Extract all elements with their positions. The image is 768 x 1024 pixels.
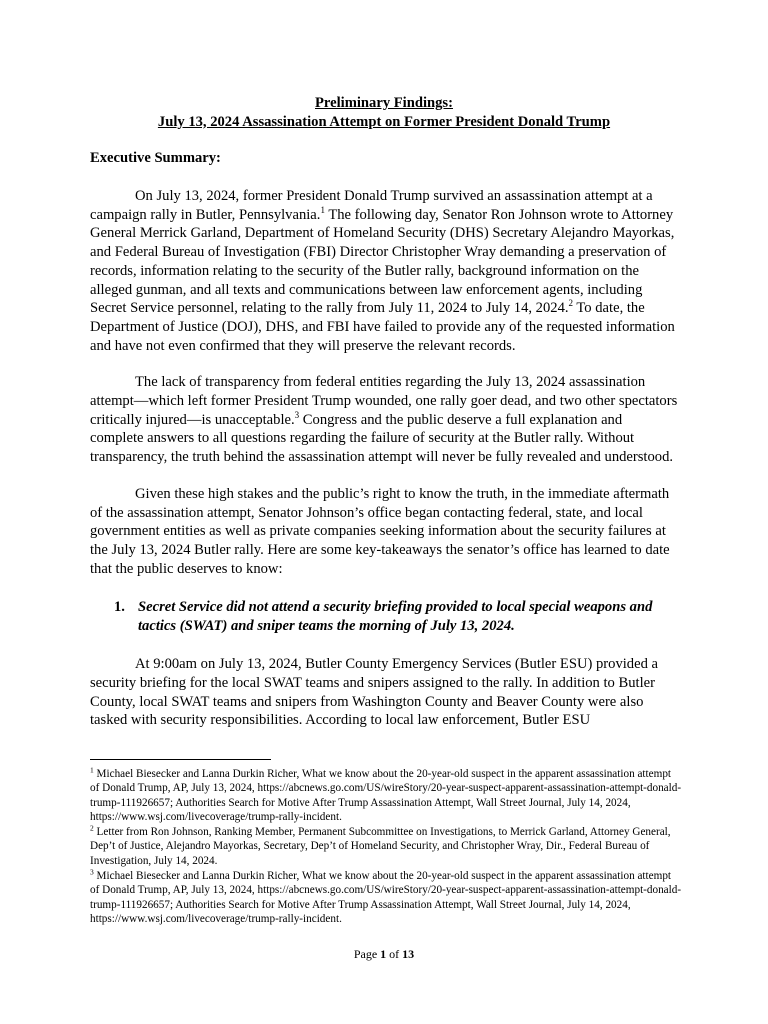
paragraph-2: The lack of transparency from federal entities regarding the July 13, 2024 assassination attempt—which left former President Trump wounded, one rally goer dead, and two other spectators critically injured—is unacceptable.$^3$ Congress and the public deserve a full explanation and complete answers to all questions regarding the failure of security at the Butler rally. Without transparency, the truth behind the assassination attempt will never be fully revealed and understood. xyxy=(90,374,678,466)
footnote-ref-2: 2 xyxy=(568,298,574,309)
list-number: 1. xyxy=(114,599,125,616)
footnote-ref-1: 1 xyxy=(320,204,325,215)
title-line-1: Preliminary Findings: xyxy=(315,95,453,111)
page-number: Page 1 of 13 xyxy=(353,947,415,961)
executive-summary-heading: Executive Summary: xyxy=(90,150,221,166)
document-body xyxy=(90,94,678,730)
footnote-2: $^2$ Letter from Ron Johnson, Ranking Member, Permanent Subcommittee on Investigations, to Merrick Garland, Attorney General, Dep’t of Justice, Alejandro Mayorkas, Secretary, Dep’t of Homeland Security, and Christopher Wray, Dir., Federal Bureau of Investigation, July 14, 2024. xyxy=(90,823,671,867)
current-page: 1 xyxy=(380,947,387,961)
total-pages: 13 xyxy=(402,947,415,961)
footnote-ref-3: 3 xyxy=(294,409,300,420)
paragraph-4: At 9:00am on July 13, 2024, Butler County Emergency Services (Butler ESU) provided a security briefing for the local SWAT teams and snipers assigned to the rally. In addition to Butler County, local SWAT teams and snipers from Washington County and Beaver County were also tasked with security responsibilities. According to local law enforcement, Butler ESU xyxy=(90,656,658,729)
key-takeaway-text: Secret Service did not attend a security briefing provided to local special weapons and tactics (SWAT) and sniper teams the morning of July 13, 2024. xyxy=(138,599,653,635)
footnote-1: $^1$ Michael Biesecker and Lanna Durkin Richer, What we know about the 20-year-old suspect in the apparent assassination attempt of Donald Trump, AP, July 13, 2024, https://abcnews.go.com/US/wireStory/20-year-suspect-apparent-assassination-attempt-donald-trump-111926657; Authorities Search for Motive After Trump Assassination Attempt, Wall Street Journal, July 14, 2024, https://www.wsj.com/livecoverage/trump-rally-incident. xyxy=(90,765,682,824)
paragraph-3: Given these high stakes and the public’s right to know the truth, in the immediate aftermath of the assassination attempt, Senator Johnson’s office began contacting federal, state, and local government entities as well as private companies seeking information about the security failures at the July 13, 2024 Butler rally. Here are some key-takeaways the senator’s office has learned to date that the public deserves to know: xyxy=(90,485,670,577)
title-line-2: July 13, 2024 Assassination Attempt on Former President Donald Trump xyxy=(157,113,611,130)
footnote-3: $^3$ Michael Biesecker and Lanna Durkin Richer, What we know about the 20-year-old suspect in the apparent assassination attempt of Donald Trump, AP, July 13, 2024, https://abcnews.go.com/US/wireStory/20-year-suspect-apparent-assassination-attempt-donald-trump-111926657; Authorities Search for Motive After Trump Assassination Attempt, Wall Street Journal, July 14, 2024, https://www.wsj.com/livecoverage/trump-rally-incident. xyxy=(90,867,682,926)
paragraph-1: On July 13, 2024, former President Donald Trump survived an assassination attempt at a campaign rally in Butler, Pennsylvania.$^1$ The following day, Senator Ron Johnson wrote to Attorney General Merrick Garland, Department of Homeland Security (DHS) Secretary Alejandro Mayorkas, and Federal Bureau of Investigation (FBI) Director Christopher Wray demanding a preservation of records, information relating to the security of the Butler rally, background information on the alleged gunman, and all texts and communications between law enforcement agents, including Secret Service personnel, relating to the rally from July 11, 2024 to July 14, 2024.$^2$ To date, the Department of Justice (DOJ), DHS, and FBI have failed to provide any of the requested information and have not even confirmed that they will preserve the relevant records. xyxy=(90,188,675,354)
key-takeaway-1 xyxy=(114,598,678,636)
footnote-separator xyxy=(90,759,271,760)
